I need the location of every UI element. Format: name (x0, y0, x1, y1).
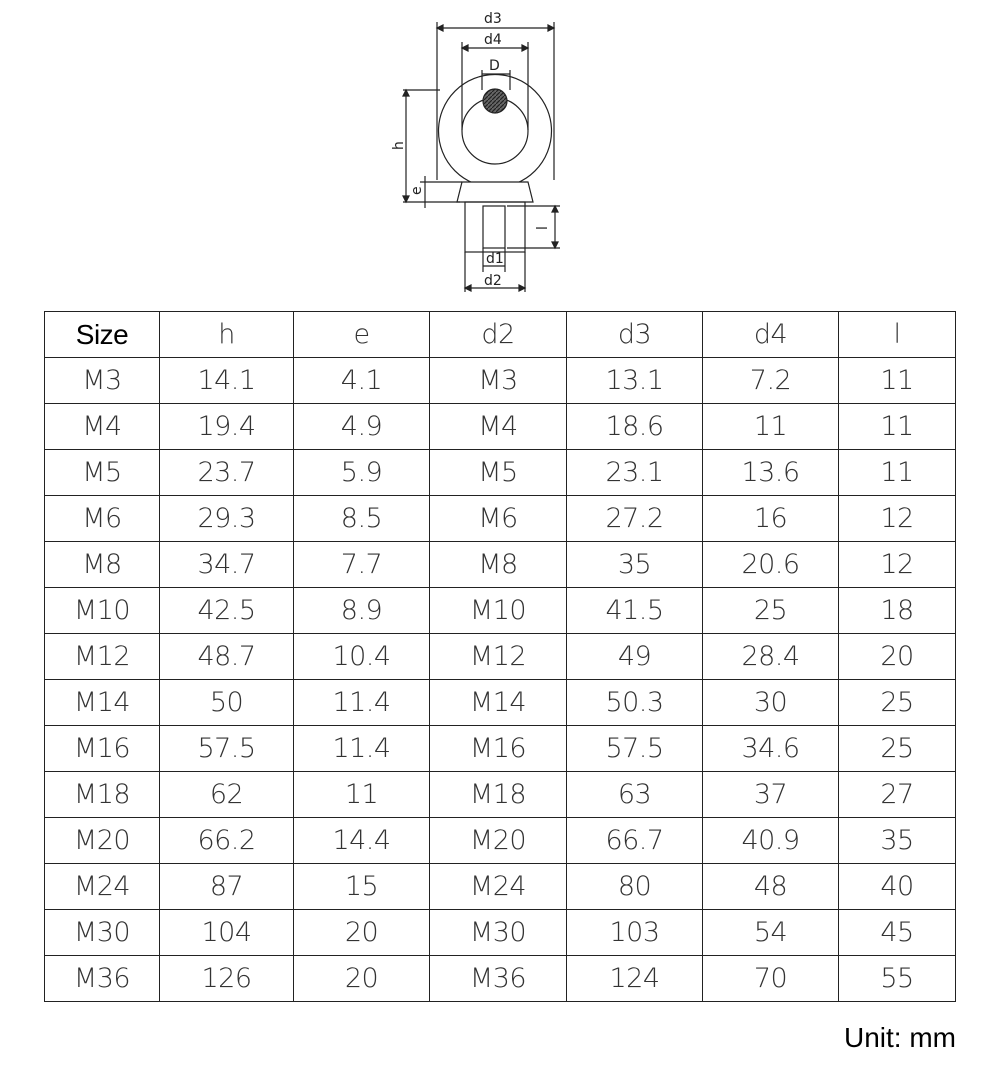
table-cell: 50 (160, 680, 294, 726)
table-cell: M6 (45, 496, 160, 542)
table-row (45, 588, 956, 634)
column-header-h: h (160, 312, 294, 358)
table-cell: 42.5 (160, 588, 294, 634)
label-D: D (489, 58, 500, 74)
table-cell: M10 (430, 588, 567, 634)
table-cell: 11 (839, 404, 956, 450)
table-cell: 18.6 (567, 404, 703, 450)
table-cell: 8.5 (294, 496, 430, 542)
table-cell: M16 (45, 726, 160, 772)
column-header-l: l (839, 312, 956, 358)
table-cell: M12 (45, 634, 160, 680)
table-cell: 4.9 (294, 404, 430, 450)
table-cell: M20 (430, 818, 567, 864)
spec-table (44, 311, 956, 1002)
table-cell: M6 (430, 496, 567, 542)
table-cell: M8 (45, 542, 160, 588)
table-cell: 18 (839, 588, 956, 634)
table-cell: 104 (160, 910, 294, 956)
table-cell: 41.5 (567, 588, 703, 634)
table-cell: M4 (45, 404, 160, 450)
table-cell: 63 (567, 772, 703, 818)
unit-note: Unit: mm (844, 1022, 956, 1053)
table-cell: 45 (839, 910, 956, 956)
table-cell: 27.2 (567, 496, 703, 542)
table-cell: 11.4 (294, 726, 430, 772)
table-row (45, 404, 956, 450)
table-cell: 11 (294, 772, 430, 818)
table-cell: 34.7 (160, 542, 294, 588)
table-cell: 25 (839, 680, 956, 726)
label-d4: d4 (484, 32, 502, 48)
table-cell: 57.5 (567, 726, 703, 772)
table-cell: 7.2 (703, 358, 839, 404)
table-cell: 48 (703, 864, 839, 910)
eye-bolt-diagram (380, 0, 620, 300)
table-cell: 55 (839, 956, 956, 1002)
table-cell: 20 (839, 634, 956, 680)
column-header-d3: d3 (567, 312, 703, 358)
table-cell: 13.1 (567, 358, 703, 404)
table-cell: 12 (839, 496, 956, 542)
table-cell: 10.4 (294, 634, 430, 680)
column-header-size: Size (45, 312, 160, 358)
table-cell: M5 (430, 450, 567, 496)
table-cell: 20 (294, 956, 430, 1002)
table-cell: 25 (703, 588, 839, 634)
table-cell: 23.7 (160, 450, 294, 496)
table-cell: 16 (703, 496, 839, 542)
table-cell: 12 (839, 542, 956, 588)
table-cell: M16 (430, 726, 567, 772)
table-cell: 57.5 (160, 726, 294, 772)
table-cell: 50.3 (567, 680, 703, 726)
table-row (45, 496, 956, 542)
table-cell: 49 (567, 634, 703, 680)
table-cell: 11 (839, 358, 956, 404)
table-cell: 11 (839, 450, 956, 496)
table-cell: 48.7 (160, 634, 294, 680)
table-cell: 35 (567, 542, 703, 588)
table-cell: 126 (160, 956, 294, 1002)
table-row (45, 910, 956, 956)
table-cell: M18 (45, 772, 160, 818)
label-d1: d1 (486, 251, 504, 267)
column-header-d2: d2 (430, 312, 567, 358)
table-cell: 20.6 (703, 542, 839, 588)
table-cell: M30 (45, 910, 160, 956)
table-cell: 28.4 (703, 634, 839, 680)
table-cell: M36 (45, 956, 160, 1002)
label-h: h (391, 141, 407, 150)
label-l: l (535, 226, 551, 230)
table-cell: M24 (45, 864, 160, 910)
table-cell: 40 (839, 864, 956, 910)
table-cell: M3 (45, 358, 160, 404)
table-cell: 40.9 (703, 818, 839, 864)
table-cell: 124 (567, 956, 703, 1002)
table-cell: M18 (430, 772, 567, 818)
table-cell: M36 (430, 956, 567, 1002)
table-row (45, 864, 956, 910)
label-e: e (409, 186, 425, 195)
table-cell: 70 (703, 956, 839, 1002)
table-cell: M8 (430, 542, 567, 588)
table-row (45, 956, 956, 1002)
column-header-e: e (294, 312, 430, 358)
table-cell: M24 (430, 864, 567, 910)
table-cell: M10 (45, 588, 160, 634)
table-cell: 103 (567, 910, 703, 956)
header-row (45, 312, 956, 358)
table-cell: 29.3 (160, 496, 294, 542)
table-cell: M3 (430, 358, 567, 404)
table-cell: 20 (294, 910, 430, 956)
table-cell: 66.7 (567, 818, 703, 864)
table-row (45, 542, 956, 588)
table-row (45, 726, 956, 772)
column-header-d4: d4 (703, 312, 839, 358)
table-cell: 5.9 (294, 450, 430, 496)
table-cell: 14.4 (294, 818, 430, 864)
table-row (45, 450, 956, 496)
table-cell: 7.7 (294, 542, 430, 588)
table-cell: 37 (703, 772, 839, 818)
table-cell: M5 (45, 450, 160, 496)
table-cell: 87 (160, 864, 294, 910)
table-cell: 11.4 (294, 680, 430, 726)
table-row (45, 358, 956, 404)
table-cell: 34.6 (703, 726, 839, 772)
table-cell: 11 (703, 404, 839, 450)
label-d2: d2 (484, 273, 502, 289)
table-cell: 54 (703, 910, 839, 956)
table-row (45, 818, 956, 864)
table-cell: 27 (839, 772, 956, 818)
table-cell: M12 (430, 634, 567, 680)
table-cell: M14 (430, 680, 567, 726)
table-cell: 62 (160, 772, 294, 818)
table-cell: 25 (839, 726, 956, 772)
table-cell: 30 (703, 680, 839, 726)
table-row (45, 772, 956, 818)
table-cell: M14 (45, 680, 160, 726)
table-row (45, 634, 956, 680)
table-cell: 19.4 (160, 404, 294, 450)
table-cell: 66.2 (160, 818, 294, 864)
table-cell: 23.1 (567, 450, 703, 496)
label-d3: d3 (484, 11, 502, 27)
table-cell: 80 (567, 864, 703, 910)
table-row (45, 680, 956, 726)
table-cell: M20 (45, 818, 160, 864)
table-cell: 15 (294, 864, 430, 910)
table-cell: 4.1 (294, 358, 430, 404)
table-cell: 8.9 (294, 588, 430, 634)
table-cell: M30 (430, 910, 567, 956)
table-cell: 14.1 (160, 358, 294, 404)
table-cell: M4 (430, 404, 567, 450)
table-cell: 35 (839, 818, 956, 864)
table-cell: 13.6 (703, 450, 839, 496)
